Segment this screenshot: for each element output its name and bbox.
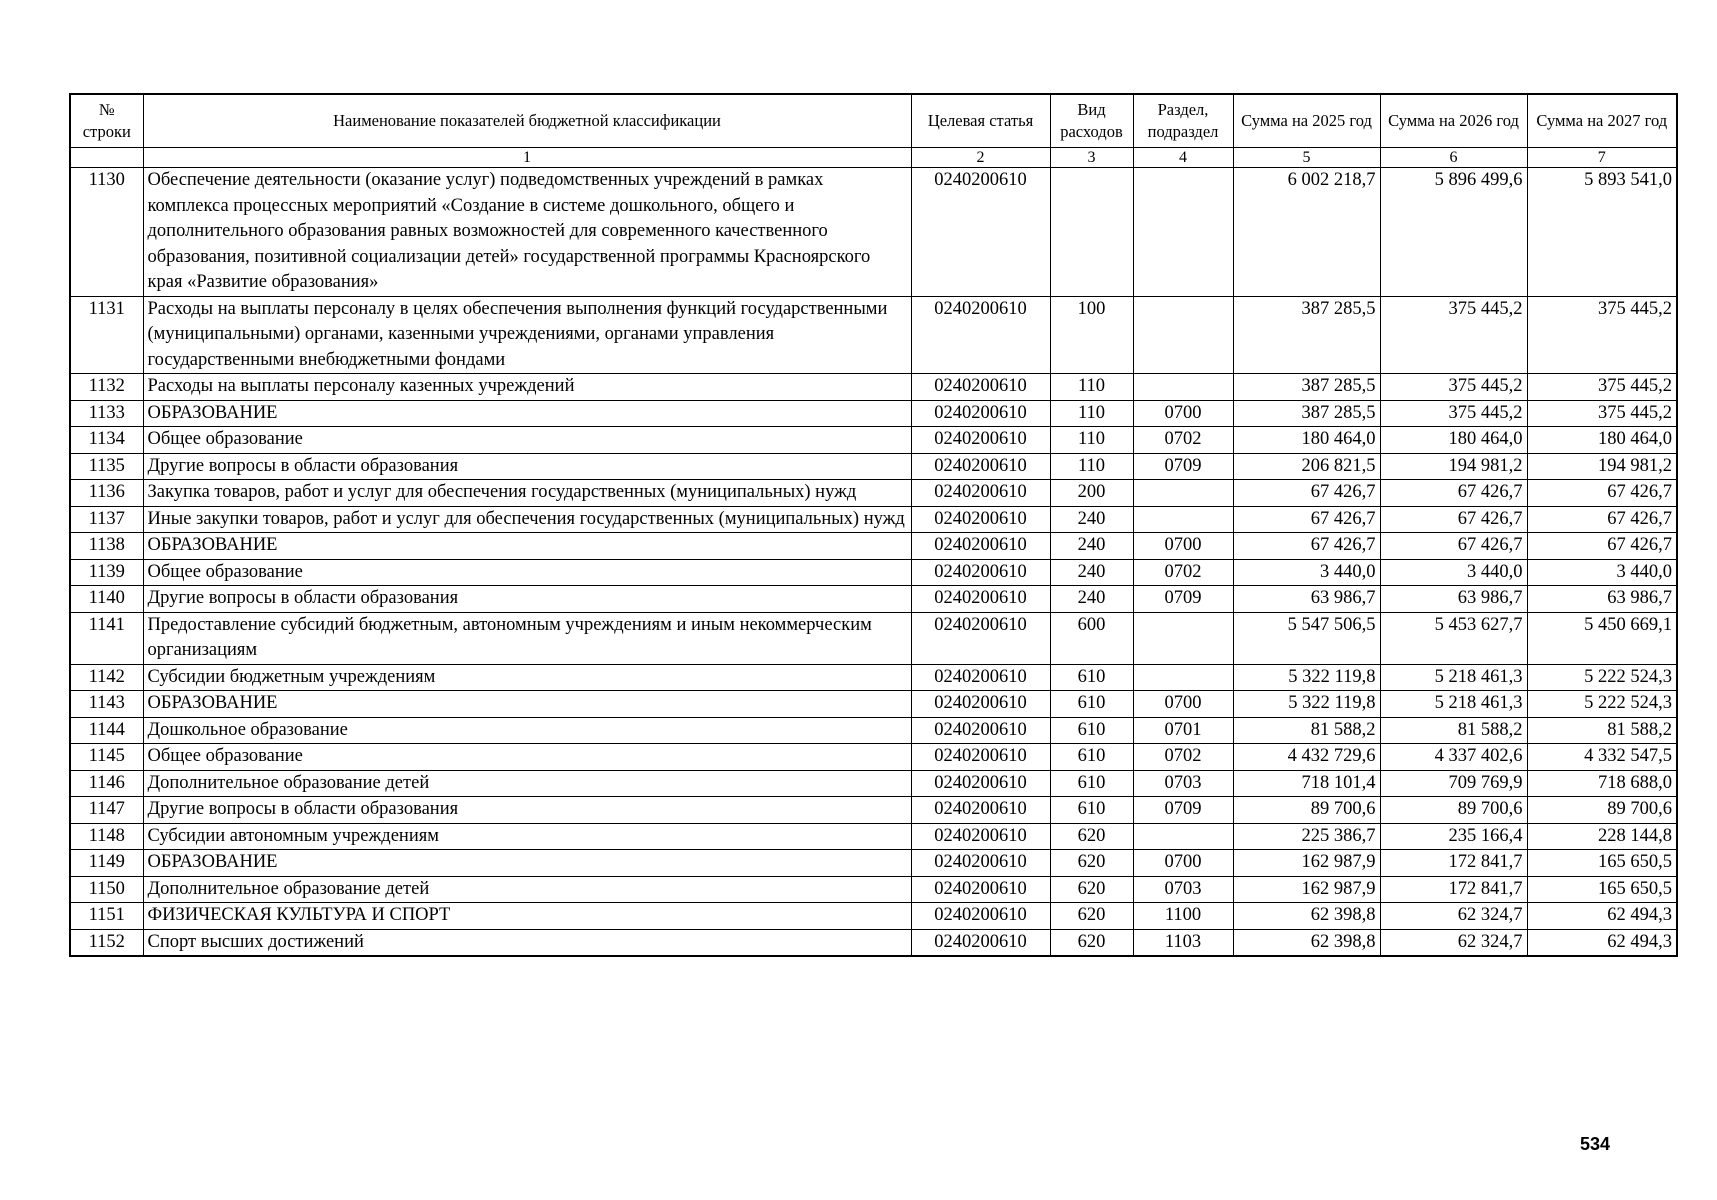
table-row — [70, 664, 1677, 691]
row-target-article: 0240200610 — [911, 533, 1050, 560]
row-name: Дошкольное образование — [143, 717, 911, 744]
row-sum-2027: 718 688,0 — [1527, 770, 1677, 797]
row-sum-2026: 3 440,0 — [1380, 559, 1527, 586]
row-sum-2026: 172 841,7 — [1380, 876, 1527, 903]
row-sum-2026: 235 166,4 — [1380, 823, 1527, 850]
row-sum-2025: 62 398,8 — [1233, 929, 1380, 956]
row-expense-type: 620 — [1050, 903, 1133, 930]
row-section: 0709 — [1133, 586, 1233, 613]
row-sum-2026: 5 218 461,3 — [1380, 691, 1527, 718]
row-sum-2027: 5 222 524,3 — [1527, 664, 1677, 691]
row-section — [1133, 480, 1233, 507]
row-target-article: 0240200610 — [911, 797, 1050, 824]
row-name: Другие вопросы в области образования — [143, 797, 911, 824]
row-name: ОБРАЗОВАНИЕ — [143, 691, 911, 718]
row-sum-2026: 5 453 627,7 — [1380, 612, 1527, 664]
table-row — [70, 506, 1677, 533]
row-section — [1133, 823, 1233, 850]
table-row — [70, 168, 1677, 297]
row-sum-2025: 206 821,5 — [1233, 453, 1380, 480]
row-number: 1148 — [70, 823, 143, 850]
table-row — [70, 374, 1677, 401]
row-number: 1150 — [70, 876, 143, 903]
row-expense-type: 620 — [1050, 929, 1133, 956]
header-row-no: № строки — [70, 94, 143, 148]
row-sum-2027: 165 650,5 — [1527, 876, 1677, 903]
table-row — [70, 903, 1677, 930]
row-name: ОБРАЗОВАНИЕ — [143, 533, 911, 560]
row-target-article: 0240200610 — [911, 876, 1050, 903]
table-row — [70, 744, 1677, 771]
row-name: Другие вопросы в области образования — [143, 586, 911, 613]
row-target-article: 0240200610 — [911, 691, 1050, 718]
row-name: ОБРАЗОВАНИЕ — [143, 400, 911, 427]
row-sum-2026: 67 426,7 — [1380, 506, 1527, 533]
row-name: Другие вопросы в области образования — [143, 453, 911, 480]
row-section — [1133, 664, 1233, 691]
column-number: 6 — [1380, 148, 1527, 168]
row-target-article: 0240200610 — [911, 770, 1050, 797]
row-target-article: 0240200610 — [911, 612, 1050, 664]
row-number: 1142 — [70, 664, 143, 691]
row-target-article: 0240200610 — [911, 506, 1050, 533]
row-number: 1151 — [70, 903, 143, 930]
row-sum-2027: 67 426,7 — [1527, 506, 1677, 533]
row-sum-2025: 4 432 729,6 — [1233, 744, 1380, 771]
row-name: Общее образование — [143, 559, 911, 586]
table-row — [70, 717, 1677, 744]
row-expense-type: 620 — [1050, 823, 1133, 850]
row-section: 0702 — [1133, 559, 1233, 586]
row-sum-2027: 3 440,0 — [1527, 559, 1677, 586]
row-number: 1143 — [70, 691, 143, 718]
row-target-article: 0240200610 — [911, 586, 1050, 613]
row-sum-2027: 5 893 541,0 — [1527, 168, 1677, 297]
row-sum-2025: 387 285,5 — [1233, 296, 1380, 374]
row-number: 1131 — [70, 296, 143, 374]
row-target-article: 0240200610 — [911, 480, 1050, 507]
row-name: Дополнительное образование детей — [143, 770, 911, 797]
row-expense-type: 610 — [1050, 770, 1133, 797]
row-number: 1149 — [70, 850, 143, 877]
row-target-article: 0240200610 — [911, 400, 1050, 427]
row-sum-2026: 4 337 402,6 — [1380, 744, 1527, 771]
row-target-article: 0240200610 — [911, 664, 1050, 691]
header-row — [70, 94, 1677, 148]
header-sum-2025: Сумма на 2025 год — [1233, 94, 1380, 148]
row-name: Предоставление субсидий бюджетным, автономным учреждениям и иным некоммерческим организациям — [143, 612, 911, 664]
row-sum-2027: 62 494,3 — [1527, 903, 1677, 930]
row-sum-2027: 5 450 669,1 — [1527, 612, 1677, 664]
row-sum-2025: 67 426,7 — [1233, 506, 1380, 533]
row-target-article: 0240200610 — [911, 717, 1050, 744]
row-sum-2027: 5 222 524,3 — [1527, 691, 1677, 718]
row-sum-2025: 3 440,0 — [1233, 559, 1380, 586]
header-sum-2026: Сумма на 2026 год — [1380, 94, 1527, 148]
row-section: 1103 — [1133, 929, 1233, 956]
row-sum-2025: 718 101,4 — [1233, 770, 1380, 797]
column-number: 2 — [911, 148, 1050, 168]
row-expense-type: 110 — [1050, 427, 1133, 454]
table-row — [70, 586, 1677, 613]
row-name: Спорт высших достижений — [143, 929, 911, 956]
row-expense-type — [1050, 168, 1133, 297]
row-section: 0702 — [1133, 744, 1233, 771]
row-target-article: 0240200610 — [911, 427, 1050, 454]
row-number: 1139 — [70, 559, 143, 586]
table-row — [70, 770, 1677, 797]
row-sum-2026: 67 426,7 — [1380, 533, 1527, 560]
row-sum-2027: 63 986,7 — [1527, 586, 1677, 613]
row-sum-2027: 228 144,8 — [1527, 823, 1677, 850]
table-row — [70, 400, 1677, 427]
row-section: 0700 — [1133, 400, 1233, 427]
row-expense-type: 110 — [1050, 374, 1133, 401]
row-sum-2027: 165 650,5 — [1527, 850, 1677, 877]
header-rz: Раздел, подраздел — [1133, 94, 1233, 148]
row-section: 1100 — [1133, 903, 1233, 930]
row-target-article: 0240200610 — [911, 296, 1050, 374]
table-row — [70, 823, 1677, 850]
row-expense-type: 200 — [1050, 480, 1133, 507]
row-expense-type: 610 — [1050, 797, 1133, 824]
row-sum-2025: 162 987,9 — [1233, 876, 1380, 903]
row-sum-2025: 62 398,8 — [1233, 903, 1380, 930]
column-numbers-row — [70, 148, 1677, 168]
header-vr: Вид расходов — [1050, 94, 1133, 148]
row-name: Иные закупки товаров, работ и услуг для обеспечения государственных (муниципальных) нужд — [143, 506, 911, 533]
table-row — [70, 929, 1677, 956]
row-target-article: 0240200610 — [911, 903, 1050, 930]
row-section: 0703 — [1133, 770, 1233, 797]
table-row — [70, 797, 1677, 824]
row-name: Общее образование — [143, 427, 911, 454]
row-sum-2027: 180 464,0 — [1527, 427, 1677, 454]
row-number: 1147 — [70, 797, 143, 824]
row-name: Дополнительное образование детей — [143, 876, 911, 903]
row-sum-2025: 180 464,0 — [1233, 427, 1380, 454]
row-sum-2026: 375 445,2 — [1380, 296, 1527, 374]
row-sum-2027: 67 426,7 — [1527, 480, 1677, 507]
row-expense-type: 610 — [1050, 664, 1133, 691]
row-target-article: 0240200610 — [911, 850, 1050, 877]
row-number: 1136 — [70, 480, 143, 507]
row-sum-2025: 5 322 119,8 — [1233, 664, 1380, 691]
budget-table — [69, 93, 1678, 957]
row-sum-2026: 375 445,2 — [1380, 400, 1527, 427]
row-expense-type: 240 — [1050, 559, 1133, 586]
row-number: 1138 — [70, 533, 143, 560]
row-sum-2025: 225 386,7 — [1233, 823, 1380, 850]
row-section — [1133, 506, 1233, 533]
row-number: 1132 — [70, 374, 143, 401]
row-sum-2025: 387 285,5 — [1233, 374, 1380, 401]
table-row — [70, 533, 1677, 560]
row-target-article: 0240200610 — [911, 168, 1050, 297]
row-name: Расходы на выплаты персоналу в целях обеспечения выполнения функций государственными (муниципальными) органами, казенными учреждениями, органами управления государственными внебюджетными фондами — [143, 296, 911, 374]
row-sum-2027: 194 981,2 — [1527, 453, 1677, 480]
row-section — [1133, 296, 1233, 374]
row-sum-2025: 67 426,7 — [1233, 533, 1380, 560]
row-sum-2025: 89 700,6 — [1233, 797, 1380, 824]
row-section: 0702 — [1133, 427, 1233, 454]
table-row — [70, 480, 1677, 507]
row-expense-type: 100 — [1050, 296, 1133, 374]
row-sum-2027: 62 494,3 — [1527, 929, 1677, 956]
row-number: 1145 — [70, 744, 143, 771]
row-number: 1146 — [70, 770, 143, 797]
row-section: 0709 — [1133, 797, 1233, 824]
row-section — [1133, 168, 1233, 297]
row-expense-type: 620 — [1050, 850, 1133, 877]
row-sum-2027: 375 445,2 — [1527, 374, 1677, 401]
row-sum-2026: 709 769,9 — [1380, 770, 1527, 797]
row-number: 1130 — [70, 168, 143, 297]
header-sum-2027: Сумма на 2027 год — [1527, 94, 1677, 148]
row-expense-type: 620 — [1050, 876, 1133, 903]
row-sum-2026: 375 445,2 — [1380, 374, 1527, 401]
page-number: 534 — [1580, 1134, 1611, 1154]
row-sum-2025: 63 986,7 — [1233, 586, 1380, 613]
row-sum-2026: 63 986,7 — [1380, 586, 1527, 613]
row-sum-2026: 81 588,2 — [1380, 717, 1527, 744]
row-sum-2027: 375 445,2 — [1527, 400, 1677, 427]
row-expense-type: 240 — [1050, 533, 1133, 560]
table-row — [70, 453, 1677, 480]
row-sum-2027: 81 588,2 — [1527, 717, 1677, 744]
column-number: 3 — [1050, 148, 1133, 168]
row-expense-type: 600 — [1050, 612, 1133, 664]
row-section: 0700 — [1133, 691, 1233, 718]
row-sum-2026: 62 324,7 — [1380, 903, 1527, 930]
row-target-article: 0240200610 — [911, 559, 1050, 586]
row-sum-2026: 67 426,7 — [1380, 480, 1527, 507]
row-expense-type: 610 — [1050, 744, 1133, 771]
row-name: ОБРАЗОВАНИЕ — [143, 850, 911, 877]
row-name: Субсидии бюджетным учреждениям — [143, 664, 911, 691]
row-name: Закупка товаров, работ и услуг для обеспечения государственных (муниципальных) нужд — [143, 480, 911, 507]
row-number: 1135 — [70, 453, 143, 480]
row-section — [1133, 374, 1233, 401]
row-target-article: 0240200610 — [911, 929, 1050, 956]
row-section: 0700 — [1133, 850, 1233, 877]
header-name: Наименование показателей бюджетной классификации — [143, 94, 911, 148]
row-section: 0701 — [1133, 717, 1233, 744]
table-row — [70, 427, 1677, 454]
row-name: Общее образование — [143, 744, 911, 771]
row-expense-type: 110 — [1050, 400, 1133, 427]
row-target-article: 0240200610 — [911, 374, 1050, 401]
column-number: 4 — [1133, 148, 1233, 168]
row-sum-2026: 5 218 461,3 — [1380, 664, 1527, 691]
row-target-article: 0240200610 — [911, 744, 1050, 771]
row-expense-type: 110 — [1050, 453, 1133, 480]
row-section: 0700 — [1133, 533, 1233, 560]
row-sum-2026: 5 896 499,6 — [1380, 168, 1527, 297]
row-sum-2025: 5 322 119,8 — [1233, 691, 1380, 718]
row-sum-2026: 172 841,7 — [1380, 850, 1527, 877]
column-number: 1 — [143, 148, 911, 168]
row-sum-2026: 62 324,7 — [1380, 929, 1527, 956]
table-row — [70, 850, 1677, 877]
row-sum-2027: 375 445,2 — [1527, 296, 1677, 374]
row-sum-2025: 67 426,7 — [1233, 480, 1380, 507]
table-row — [70, 876, 1677, 903]
header-code: Целевая статья — [911, 94, 1050, 148]
row-sum-2026: 194 981,2 — [1380, 453, 1527, 480]
row-sum-2025: 387 285,5 — [1233, 400, 1380, 427]
row-expense-type: 240 — [1050, 586, 1133, 613]
row-sum-2027: 89 700,6 — [1527, 797, 1677, 824]
row-name: Обеспечение деятельности (оказание услуг) подведомственных учреждений в рамках комплекса процессных мероприятий «Создание в системе дошкольного, общего и дополнительного образования равных возможностей для современного качественного образования, позитивной социализации детей» государственной программы Красноярского края «Развитие образования» — [143, 168, 911, 297]
row-name: Расходы на выплаты персоналу казенных учреждений — [143, 374, 911, 401]
row-section — [1133, 612, 1233, 664]
row-sum-2025: 162 987,9 — [1233, 850, 1380, 877]
row-sum-2027: 67 426,7 — [1527, 533, 1677, 560]
row-target-article: 0240200610 — [911, 823, 1050, 850]
table-row — [70, 612, 1677, 664]
row-sum-2026: 180 464,0 — [1380, 427, 1527, 454]
row-name: ФИЗИЧЕСКАЯ КУЛЬТУРА И СПОРТ — [143, 903, 911, 930]
table-row — [70, 691, 1677, 718]
row-sum-2027: 4 332 547,5 — [1527, 744, 1677, 771]
column-number — [70, 148, 143, 168]
row-name: Субсидии автономным учреждениям — [143, 823, 911, 850]
column-number: 5 — [1233, 148, 1380, 168]
row-section: 0703 — [1133, 876, 1233, 903]
row-expense-type: 610 — [1050, 717, 1133, 744]
row-sum-2025: 6 002 218,7 — [1233, 168, 1380, 297]
row-expense-type: 240 — [1050, 506, 1133, 533]
row-number: 1152 — [70, 929, 143, 956]
table-row — [70, 559, 1677, 586]
row-target-article: 0240200610 — [911, 453, 1050, 480]
table-row — [70, 296, 1677, 374]
row-sum-2025: 5 547 506,5 — [1233, 612, 1380, 664]
row-sum-2026: 89 700,6 — [1380, 797, 1527, 824]
row-number: 1141 — [70, 612, 143, 664]
column-number: 7 — [1527, 148, 1677, 168]
row-expense-type: 610 — [1050, 691, 1133, 718]
row-sum-2025: 81 588,2 — [1233, 717, 1380, 744]
row-number: 1144 — [70, 717, 143, 744]
row-number: 1133 — [70, 400, 143, 427]
row-number: 1137 — [70, 506, 143, 533]
row-number: 1134 — [70, 427, 143, 454]
row-section: 0709 — [1133, 453, 1233, 480]
row-number: 1140 — [70, 586, 143, 613]
table-body — [70, 168, 1677, 957]
